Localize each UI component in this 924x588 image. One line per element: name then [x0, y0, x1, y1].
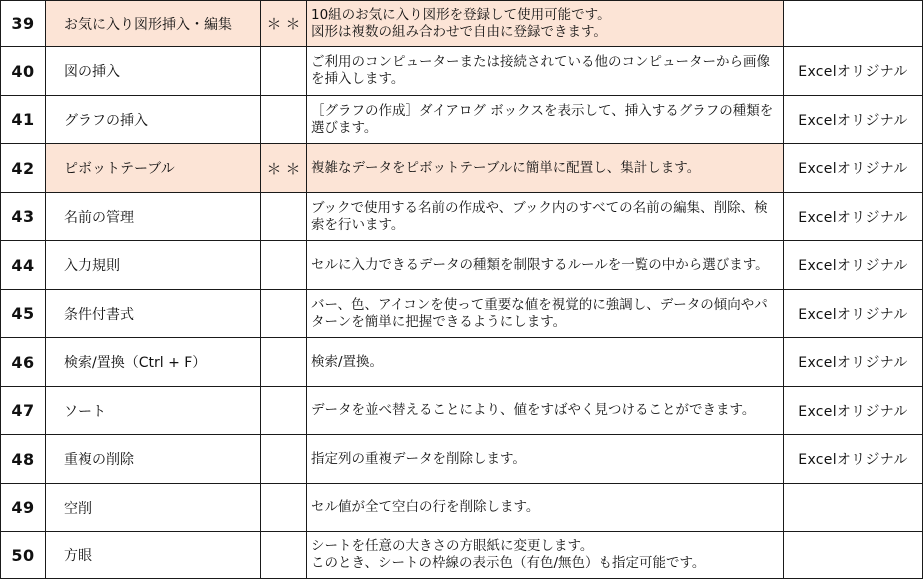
feature-description: シートを任意の大きさの方眼紙に変更します。 このとき、シートの枠線の表示色（有色/無色）も指定可能です。	[307, 532, 784, 579]
feature-description: 指定列の重複データを削除します。	[307, 435, 784, 484]
priority-stars	[261, 532, 307, 579]
feature-source: Excelオリジナル	[784, 47, 923, 96]
feature-description: ご利用のコンピューターまたは接続されている他のコンピューターから画像を挿入します。	[307, 47, 784, 96]
feature-name: グラフの挿入	[46, 96, 261, 144]
table-row	[1, 47, 923, 96]
feature-description: バー、色、アイコンを使って重要な値を視覚的に強調し、データの傾向やパターンを簡単に把握できるようにします。	[307, 290, 784, 338]
row-number: 43	[1, 193, 46, 241]
table-row	[1, 1, 923, 47]
row-number: 44	[1, 241, 46, 290]
feature-name: 空削	[46, 484, 261, 532]
priority-stars	[261, 241, 307, 290]
feature-source	[784, 532, 923, 579]
table-row	[1, 193, 923, 241]
row-number: 48	[1, 435, 46, 484]
feature-name: 検索/置換（Ctrl + F）	[46, 338, 261, 387]
table-row	[1, 144, 923, 193]
priority-stars	[261, 338, 307, 387]
feature-description: データを並べ替えることにより、値をすばやく見つけることができます。	[307, 387, 784, 435]
feature-description: ［グラフの作成］ダイアログ ボックスを表示して、挿入するグラフの種類を選びます。	[307, 96, 784, 144]
row-number: 45	[1, 290, 46, 338]
feature-source: Excelオリジナル	[784, 387, 923, 435]
row-number: 41	[1, 96, 46, 144]
table-row	[1, 435, 923, 484]
table-row	[1, 241, 923, 290]
table-row	[1, 532, 923, 579]
feature-source: Excelオリジナル	[784, 144, 923, 193]
priority-stars	[261, 435, 307, 484]
feature-name: 名前の管理	[46, 193, 261, 241]
feature-name: 入力規則	[46, 241, 261, 290]
priority-stars	[261, 47, 307, 96]
row-number: 39	[1, 1, 46, 47]
priority-stars	[261, 96, 307, 144]
row-number: 40	[1, 47, 46, 96]
feature-name: 図の挿入	[46, 47, 261, 96]
row-number: 46	[1, 338, 46, 387]
table-row	[1, 484, 923, 532]
feature-name: ソート	[46, 387, 261, 435]
feature-name: お気に入り図形挿入・編集	[46, 1, 261, 47]
feature-source	[784, 1, 923, 47]
priority-stars: ＊＊	[261, 144, 307, 193]
table-row	[1, 338, 923, 387]
feature-source: Excelオリジナル	[784, 290, 923, 338]
row-number: 50	[1, 532, 46, 579]
feature-description: 複雑なデータをピボットテーブルに簡単に配置し、集計します。	[307, 144, 784, 193]
feature-name: ピボットテーブル	[46, 144, 261, 193]
feature-name: 重複の削除	[46, 435, 261, 484]
priority-stars	[261, 193, 307, 241]
feature-name: 条件付書式	[46, 290, 261, 338]
feature-source: Excelオリジナル	[784, 193, 923, 241]
feature-name: 方眼	[46, 532, 261, 579]
feature-description: 検索/置換。	[307, 338, 784, 387]
priority-stars: ＊＊	[261, 1, 307, 47]
feature-source: Excelオリジナル	[784, 241, 923, 290]
row-number: 42	[1, 144, 46, 193]
priority-stars	[261, 484, 307, 532]
feature-description: セルに入力できるデータの種類を制限するルールを一覧の中から選びます。	[307, 241, 784, 290]
table-row	[1, 290, 923, 338]
feature-source: Excelオリジナル	[784, 338, 923, 387]
table-row	[1, 387, 923, 435]
feature-description: ブックで使用する名前の作成や、ブック内のすべての名前の編集、削除、検索を行います。	[307, 193, 784, 241]
feature-description: 10組のお気に入り図形を登録して使用可能です。 図形は複数の組み合わせで自由に登録できます。	[307, 1, 784, 47]
feature-source	[784, 484, 923, 532]
table-row	[1, 96, 923, 144]
row-number: 49	[1, 484, 46, 532]
priority-stars	[261, 290, 307, 338]
feature-description: セル値が全て空白の行を削除します。	[307, 484, 784, 532]
feature-table-body	[1, 1, 923, 579]
feature-source: Excelオリジナル	[784, 435, 923, 484]
priority-stars	[261, 387, 307, 435]
row-number: 47	[1, 387, 46, 435]
feature-source: Excelオリジナル	[784, 96, 923, 144]
